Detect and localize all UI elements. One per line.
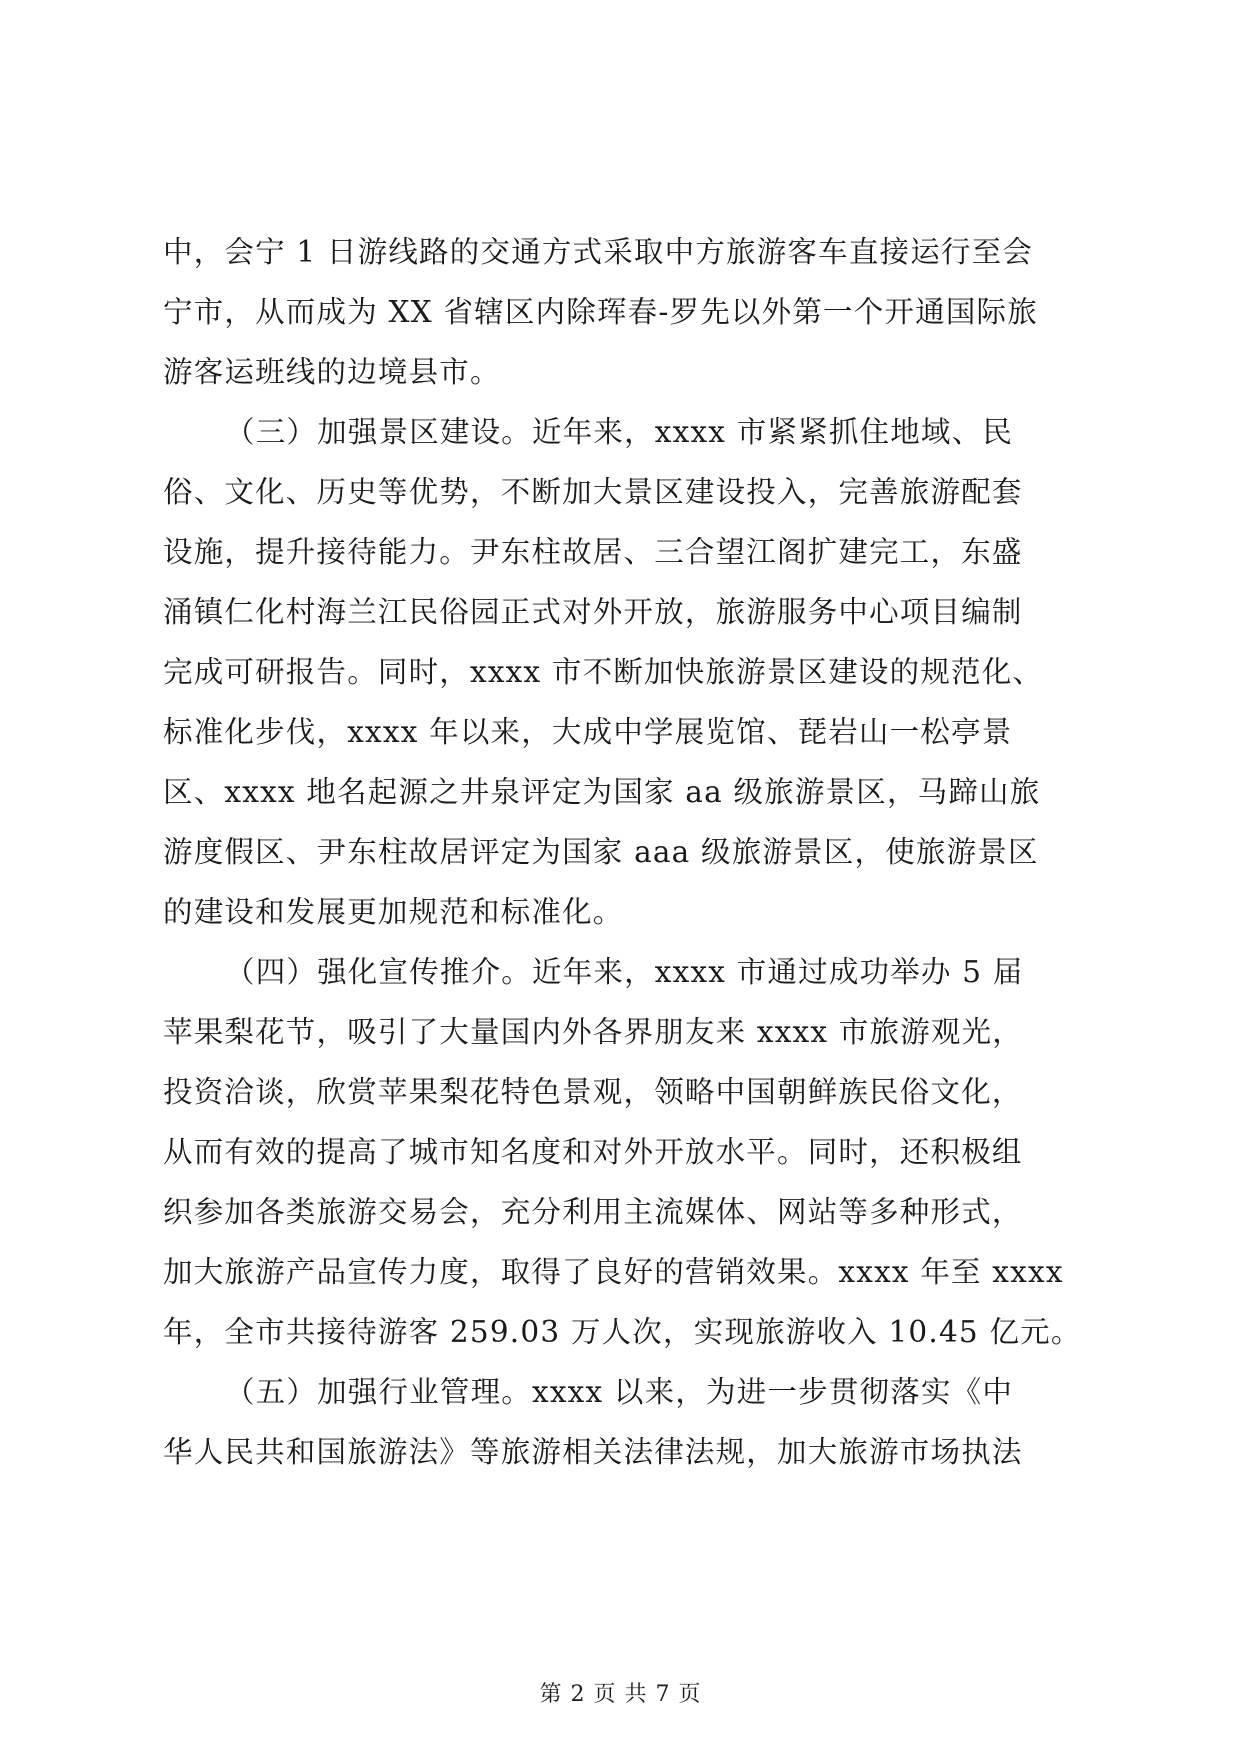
text-line: 从而有效的提高了城市知名度和对外开放水平。同时，还积极组 xyxy=(163,1135,1023,1169)
text-line: 中，会宁 1 日游线路的交通方式采取中方旅游客车直接运行至会 xyxy=(163,235,1034,269)
text-line: 华人民共和国旅游法》等旅游相关法律法规，加大旅游市场执法 xyxy=(163,1435,1023,1469)
text-line: 苹果梨花节，吸引了大量国内外各界朋友来 xxxx 市旅游观光， xyxy=(163,1015,1024,1049)
text-line: 宁市，从而成为 XX 省辖区内除珲春-罗先以外第一个开通国际旅 xyxy=(163,295,1038,329)
section-heading-line: （五）加强行业管理。xxxx 以来，为进一步贯彻落实《中 xyxy=(225,1375,1014,1409)
text-line: 加大旅游产品宣传力度，取得了良好的营销效果。xxxx 年至 xxxx xyxy=(163,1255,1064,1289)
text-line: 涌镇仁化村海兰江民俗园正式对外开放，旅游服务中心项目编制 xyxy=(163,595,1023,629)
text-line: 投资洽谈，欣赏苹果梨花特色景观，领略中国朝鲜族民俗文化， xyxy=(163,1075,1023,1109)
text-line: 游度假区、尹东柱故居评定为国家 aaa 级旅游景区，使旅游景区 xyxy=(163,835,1039,869)
text-line: 年，全市共接待游客 259.03 万人次，实现旅游收入 10.45 亿元。 xyxy=(163,1315,1082,1349)
text-line: 设施，提升接待能力。尹东柱故居、三合望江阁扩建完工，东盛 xyxy=(163,535,1023,569)
text-line: 的建设和发展更加规范和标准化。 xyxy=(163,895,624,929)
document-body xyxy=(163,222,1093,1482)
text-line: 完成可研报告。同时，xxxx 市不断加快旅游景区建设的规范化、 xyxy=(163,655,1044,689)
text-line: 织参加各类旅游交易会，充分利用主流媒体、网站等多种形式， xyxy=(163,1195,1023,1229)
text-line: 游客运班线的边境县市。 xyxy=(163,355,501,389)
text-line: 俗、文化、历史等优势，不断加大景区建设投入，完善旅游配套 xyxy=(163,475,1023,509)
section-heading-line: （四）强化宣传推介。近年来，xxxx 市通过成功举办 5 届 xyxy=(225,955,1024,989)
text-line: 标准化步伐，xxxx 年以来，大成中学展览馆、琵岩山一松亭景 xyxy=(163,715,1013,749)
text-line: 区、xxxx 地名起源之井泉评定为国家 aa 级旅游景区，马蹄山旅 xyxy=(163,775,1041,809)
page-number-footer: 第 2 页 共 7 页 xyxy=(539,1682,702,1707)
section-heading-line: （三）加强景区建设。近年来，xxxx 市紧紧抓住地域、民 xyxy=(225,415,1014,449)
